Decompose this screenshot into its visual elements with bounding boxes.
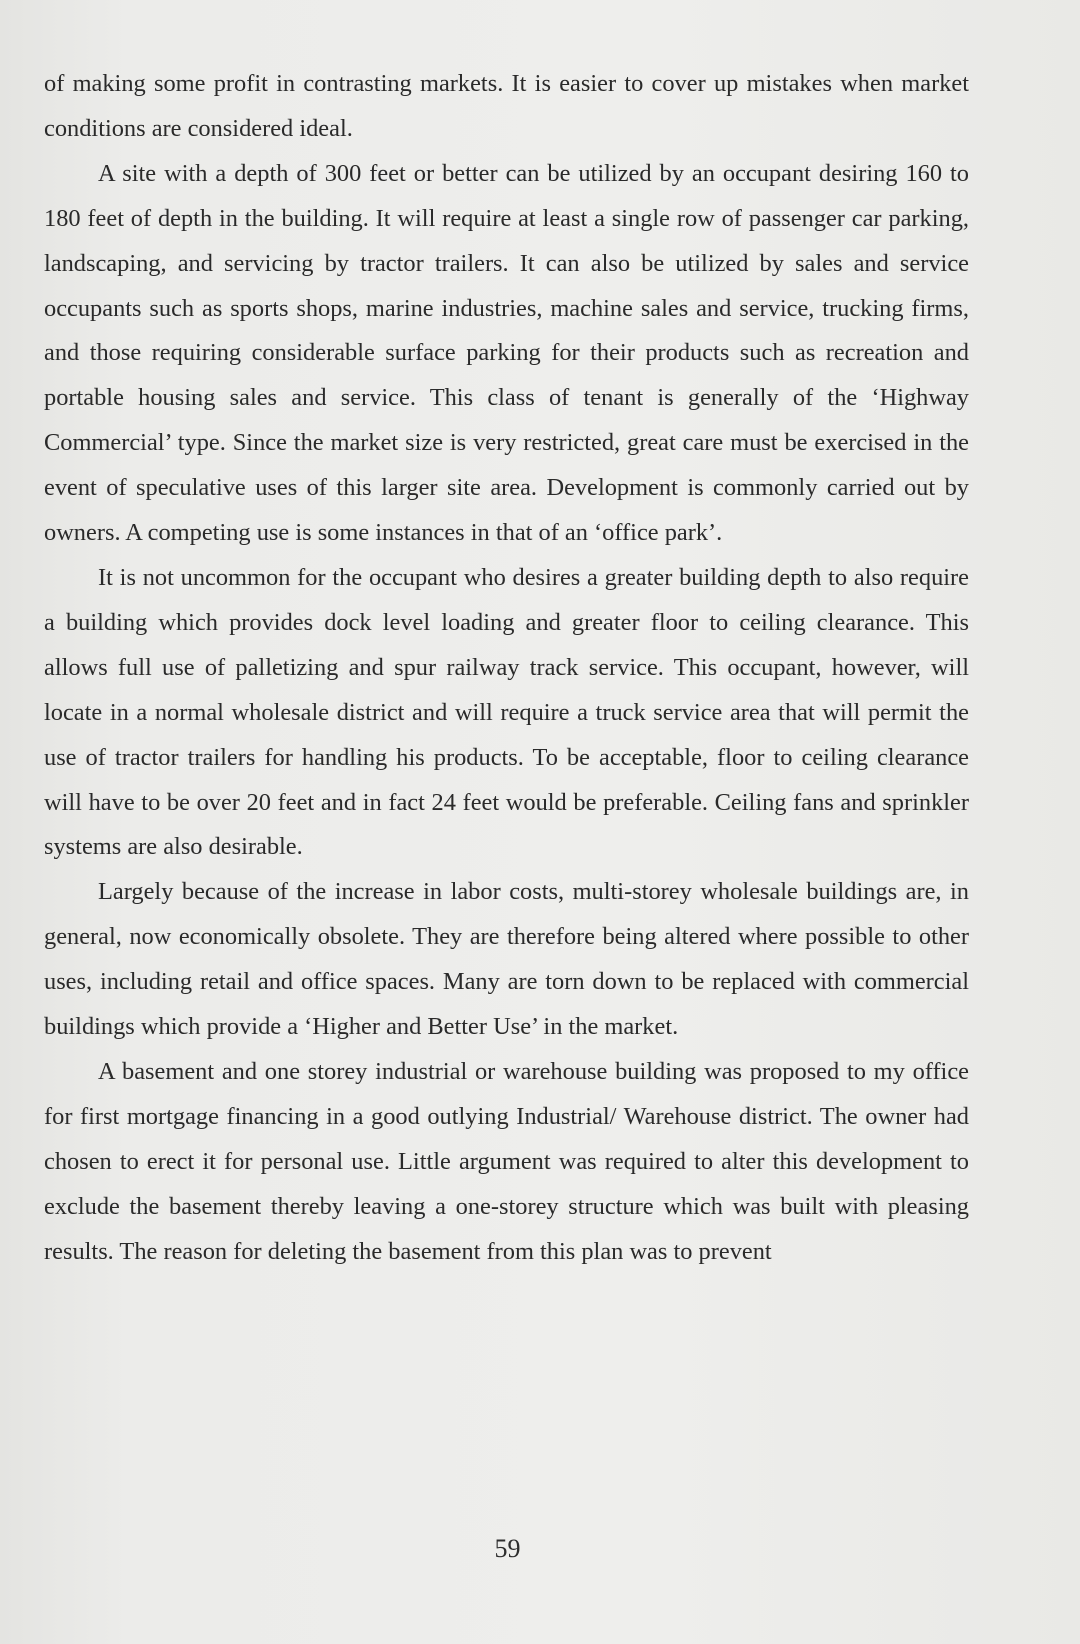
- paragraph-multi-storey: Largely because of the increase in labor costs, multi-storey wholesale buildings are, in general, now economically obsolete. They are therefore being altered where possible to other uses, including retail and office spaces. Many are torn down to be replaced with commercial buildings which provide a ‘Higher and Better Use’ in the market.: [44, 878, 969, 1041]
- paragraph-basement: A basement and one storey industrial or warehouse building was proposed to my office for first mortgage financing in a good outlying Industrial/ Warehouse district. The owner had chosen to erect it for personal use. Little argument was required to alter this development to exclude the basement thereby leaving a one-storey structure which was built with pleasing results. The reason for deleting the basement from this plan was to prevent: [44, 1057, 969, 1265]
- paragraph-site-depth: A site with a depth of 300 feet or better can be utilized by an occupant desiring 160 to 180 feet of depth in the building. It will require at least a single row of passenger car parking, landscaping, and servicing by tractor trailers. It can also be utilized by sales and service occupants such as sports shops, marine industries, machine sales and service, trucking firms, and those requiring considerable surface parking for their products such as recreation and portable housing sales and service. This class of tenant is generally of the ‘Highway Commercial’ type. Since the market size is very restricted, great care must be exercised in the event of speculative uses of this larger site area. Development is commonly carried out by owners. A competing use is some instances in that of an ‘office park’.: [44, 159, 969, 547]
- paragraph-building-depth: It is not uncommon for the occupant who desires a greater building depth to also require a building which provides dock level loading and greater floor to ceiling clearance. This allows full use of palletizing and spur railway track service. This occupant, however, will locate in a normal wholesale district and will require a truck service area that will permit the use of tractor trailers for handling his products. To be acceptable, floor to ceiling clearance will have to be over 20 feet and in fact 24 feet would be preferable. Ceiling fans and sprinkler systems are also desirable.: [44, 563, 969, 861]
- body-text: [44, 62, 969, 1274]
- page-number: 59: [494, 1534, 521, 1563]
- paragraph-continuation: of making some profit in contrasting markets. It is easier to cover up mistakes when market conditions are considered ideal.: [44, 70, 969, 142]
